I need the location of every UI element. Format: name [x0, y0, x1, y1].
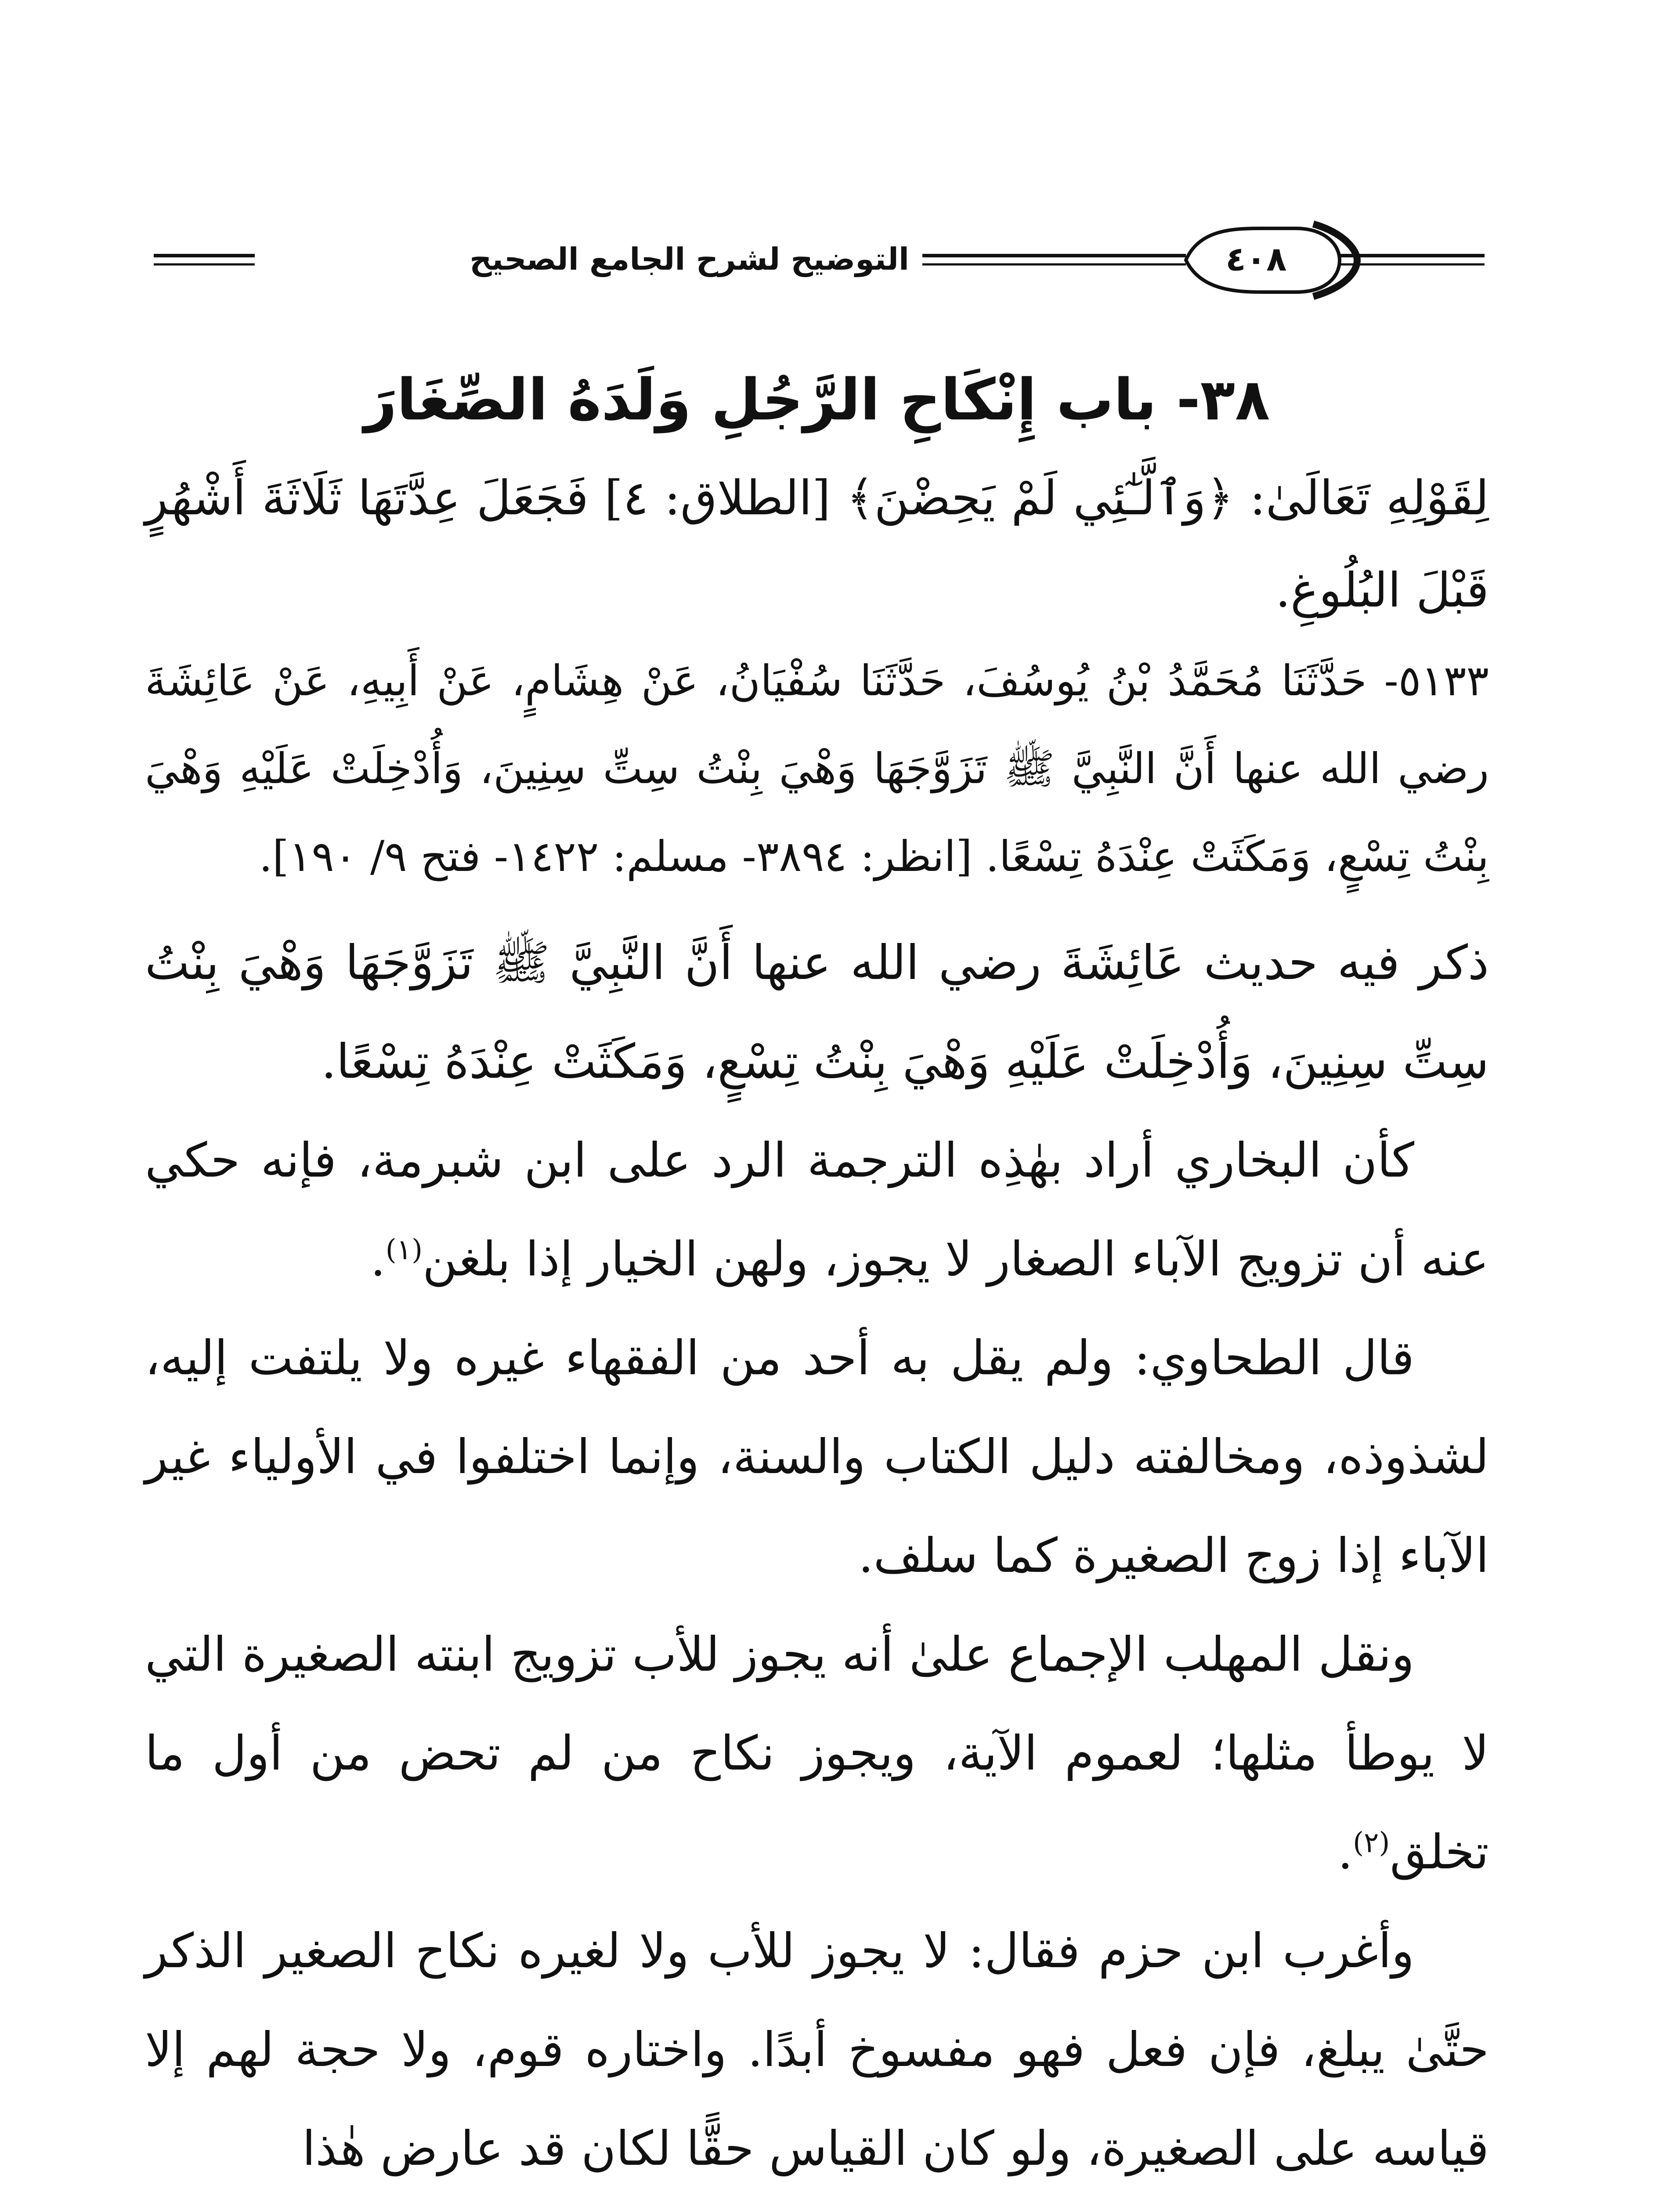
- commentary-text: كأن البخاري أراد بهٰذِه الترجمة الرد على ابن شبرمة، فإنه حكي عنه أن تزويج الآباء الصغار لا يجوز، ولهن الخيار إذا بلغن: [145, 1133, 1489, 1287]
- footnote-reference[interactable]: (٢): [1353, 1827, 1390, 1859]
- running-header: [145, 206, 1489, 312]
- chapter-heading: ٣٨- باب إِنْكَاحِ الرَّجُلِ وَلَدَهُ الصِّغَارَ: [364, 366, 1270, 433]
- verse-intro: لِقَوْلِهِ تَعَالَىٰ: ﴿وَٱلَّـٰٓئِي لَمْ يَحِضْنَ﴾ [الطلاق: ٤] فَجَعَلَ عِدَّتَهَا ثَلَاثَةَ أَشْهُرٍ قَبْلَ البُلُوغِ.: [145, 471, 1489, 618]
- commentary-paragraph: [145, 1309, 1489, 1605]
- hadith-text: ٥١٣٣- حَدَّثَنَا مُحَمَّدُ بْنُ يُوسُفَ، حَدَّثَنَا سُفْيَانُ، عَنْ هِشَامٍ، عَنْ أَبِيهِ، عَنْ عَائِشَةَ رضي الله عنها أَنَّ النَّبِيَّ ﷺ تَزَوَّجَهَا وَهْيَ بِنْتُ سِتِّ سِنِينَ، وَأُدْخِلَتْ عَلَيْهِ وَهْيَ بِنْتُ تِسْعٍ، وَمَكَثَتْ عِنْدَهُ تِسْعًا. [انظر: ٣٨٩٤- مسلم: ١٤٢٢- فتح ٩/ ١٩٠].: [145, 656, 1489, 881]
- commentary-text: ونقل المهلب الإجماع علىٰ أنه يجوز للأب تزويج ابنته الصغيرة التي لا يوطأ مثلها؛ لعموم الآية، ويجوز نكاح من لم تحض من أول ما تخلق: [145, 1627, 1489, 1880]
- page-body: [145, 343, 1489, 2196]
- footnote-reference[interactable]: (١): [385, 1234, 423, 1266]
- commentary-tail: .: [370, 1232, 386, 1287]
- commentary-text: قال الطحاوي: ولم يقل به أحد من الفقهاء غيره ولا يلتفت إليه، لشذوذه، ومخالفته دليل الكتاب والسنة، وإنما اختلفوا في الأولياء غير الآباء إذا زوج الصغيرة كما سلف.: [145, 1331, 1489, 1583]
- commentary-paragraph: [145, 914, 1489, 1111]
- commentary-paragraph: [145, 1111, 1489, 1309]
- page-number: ٤٠٨: [1225, 239, 1287, 278]
- commentary-tail: .: [1337, 1825, 1353, 1880]
- commentary-text: وأغرب ابن حزم فقال: لا يجوز للأب ولا لغيره نكاح الصغير الذكر حتَّىٰ يبلغ، فإن فعل فهو مفسوخ أبدًا. واختاره قوم، ولا حجة لهم إلا قياسه على الصغيرة، ولو كان القياس حقًّا لكان قد عارض هٰذا: [145, 1924, 1489, 2176]
- commentary-paragraph: [145, 1605, 1489, 1902]
- commentary-paragraph: [145, 1902, 1489, 2196]
- commentary-text: ذكر فيه حديث عَائِشَةَ رضي الله عنها أَنَّ النَّبِيَّ ﷺ تَزَوَّجَهَا وَهْيَ بِنْتُ سِتِّ سِنِينَ، وَأُدْخِلَتْ عَلَيْهِ وَهْيَ بِنْتُ تِسْعٍ، وَمَكَثَتْ عِنْدَهُ تِسْعًا.: [145, 935, 1489, 1089]
- running-header-title: التوضيح لشرح الجامع الصحيح: [523, 233, 909, 285]
